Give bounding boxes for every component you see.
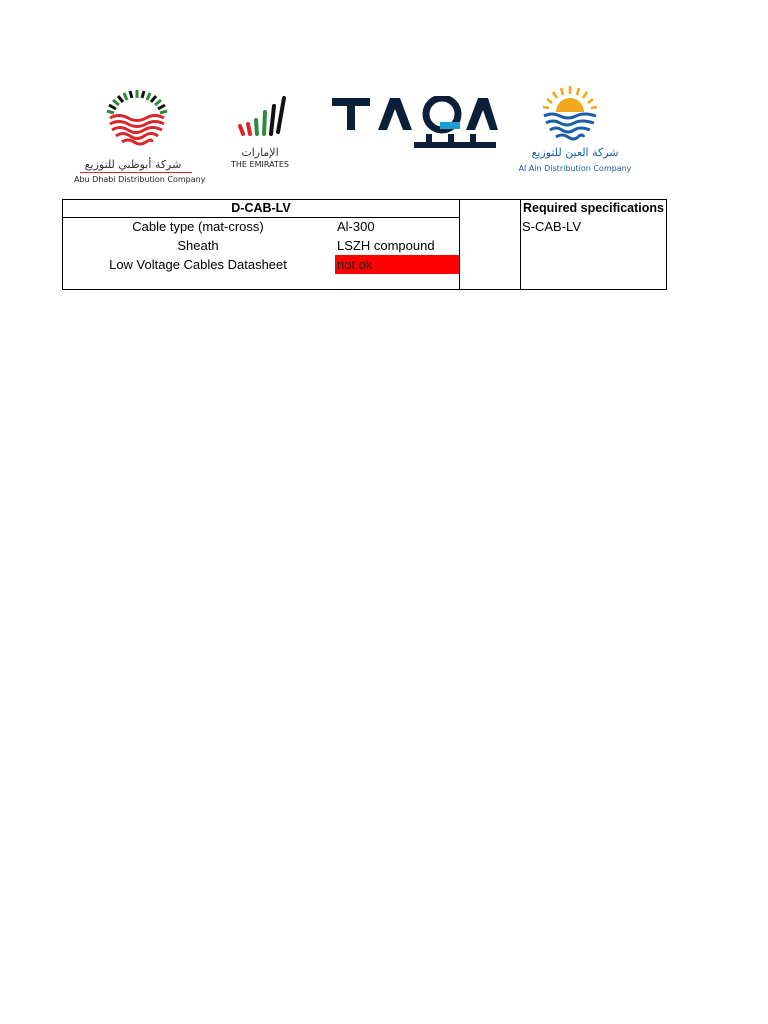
row-label: Low Voltage Cables Datasheet [109,257,287,272]
aadc-english-name: Al Ain Distribution Company [518,164,632,173]
addc-logo [74,86,206,186]
aadc-arabic-name: شركة العين للتوزيع [531,146,619,159]
row-value-error: not ok [335,255,459,274]
addc-english-name: Abu Dhabi Distribution Company [74,175,206,184]
emirates-arabic-name: الإمارات [241,146,279,159]
table-row [63,255,459,274]
emirates-english-name: THE EMIRATES [231,160,289,169]
taqa-logo [330,96,500,156]
addc-arabic-name: شركة أبوظبي للتوزيع [84,158,182,171]
addc-emblem-icon [102,86,172,154]
row-value: LSZH compound [337,238,435,253]
emirates-logo [228,96,300,176]
emirates-bars-icon [234,96,294,142]
addc-divider [80,172,192,173]
empty-column [459,200,521,289]
aadc-emblem-icon [538,84,602,144]
spec-table [62,199,667,290]
aadc-logo [512,84,637,184]
required-specs-value: S-CAB-LV [522,219,581,234]
taqa-wordmark-icon [330,96,498,156]
row-value: Al-300 [337,219,375,234]
row-label: Sheath [177,238,219,253]
table-row [63,236,459,255]
table-row [63,217,459,236]
logo-strip [0,82,768,192]
required-specs-header: Required specifications [522,201,664,215]
required-specs-column [521,200,666,289]
table-title: D-CAB-LV [63,200,459,218]
row-label: Cable type (mat-cross) [132,219,264,234]
datasheet-column [63,200,460,289]
